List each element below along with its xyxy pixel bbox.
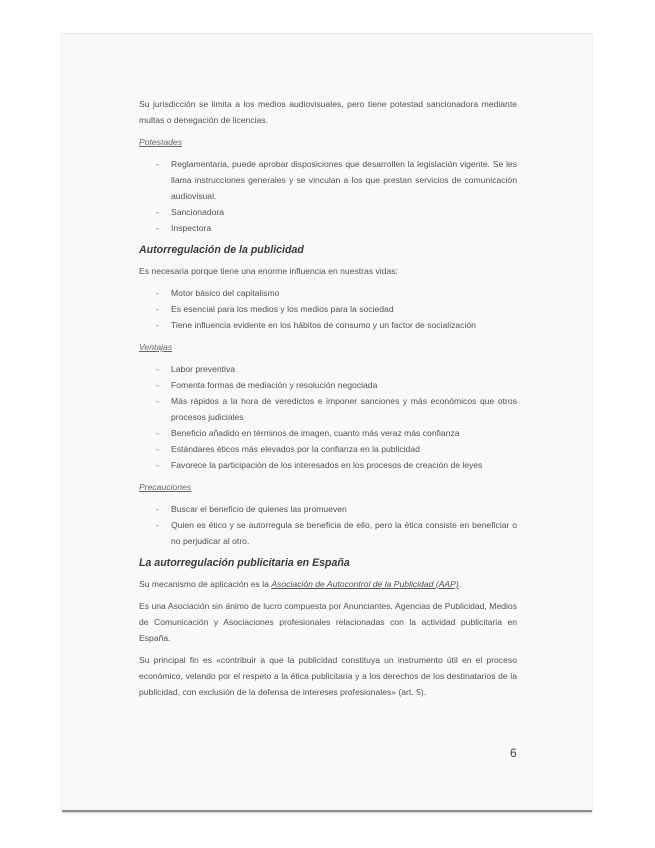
document-page [62,33,592,812]
list-item: - Beneficio añadido en términos de imagen, cuanto más veraz más confianza [139,425,517,441]
list-item: - Labor preventiva [139,361,517,377]
heading-autorregulacion: Autorregulación de la publicidad [139,244,304,256]
mecanismo-suffix: . [458,579,462,589]
fin-paragraph: Su principal fin es «contribuir a que la publicidad constituya un instrumento útil en el proceso económico, velando por el respeto a la ética publicitaria y a los derechos de los destinatarios de la publicidad, con exclusión de la defensa de intereses profesionales» (art. 5). [139,655,517,697]
ventajas-list [139,361,517,473]
list-item: - Quien es ético y se autorregula se beneficia de ello, pero la ética consiste en beneficiar o no perjudicar al otro. [139,517,517,549]
potestades-list [139,156,517,236]
precauciones-list [139,501,517,549]
heading-espana: La autorregulación publicitaria en España [139,557,350,569]
page-number: 6 [510,746,517,760]
list-item: - Favorece la participación de los interesados en los procesos de creación de leyes [139,457,517,473]
subheading-potestades: Potestades [139,137,182,147]
aap-link[interactable]: Asociación de Autocontrol de la Publicidad (AAP) [271,579,459,589]
mecanismo-prefix: Su mecanismo de aplicación es la [139,579,272,589]
subheading-ventajas: Ventajas [139,342,173,352]
list-item: - Motor básico del capitalismo [139,285,517,301]
mecanismo-paragraph [139,576,517,592]
page-content [139,96,517,706]
list-item: - Estándares éticos más elevados por la confianza en la publicidad [139,441,517,457]
intro-paragraph: Su jurisdicción se limita a los medios audiovisuales, pero tiene potestad sancionadora mediante multas o denegación de licencias. [139,99,517,125]
list-item: - Buscar el beneficio de quienes las promueven [139,501,517,517]
autorregulacion-intro: Es necesaria porque tiene una enorme influencia en nuestras vidas: [139,266,398,276]
subheading-precauciones: Precauciones [139,482,192,492]
asociacion-paragraph: Es una Asociación sin ánimo de lucro compuesta por Anunciantes, Agencias de Publicidad, Medios de Comunicación y Asociaciones profesionales relacionadas con la actividad publicitaria en España. [139,601,517,643]
list-item: - Reglamentaria, puede aprobar disposiciones que desarrollen la legislación vigente. Se les llama instrucciones generales y se vinculan a los que prestan servicios de comunicación audiovisual. [139,156,517,204]
influencia-list [139,285,517,333]
list-item: - Tiene influencia evidente en los hábitos de consumo y un factor de socialización [139,317,517,333]
list-item: - Fomenta formas de mediación y resolución negociada [139,377,517,393]
list-item: - Es esencial para los medios y los medios para la sociedad [139,301,517,317]
list-item: - Inspectora [139,220,517,236]
list-item: - Más rápidos a la hora de veredictos e imponer sanciones y más económicos que otros procesos judiciales [139,393,517,425]
list-item: - Sancionadora [139,204,517,220]
